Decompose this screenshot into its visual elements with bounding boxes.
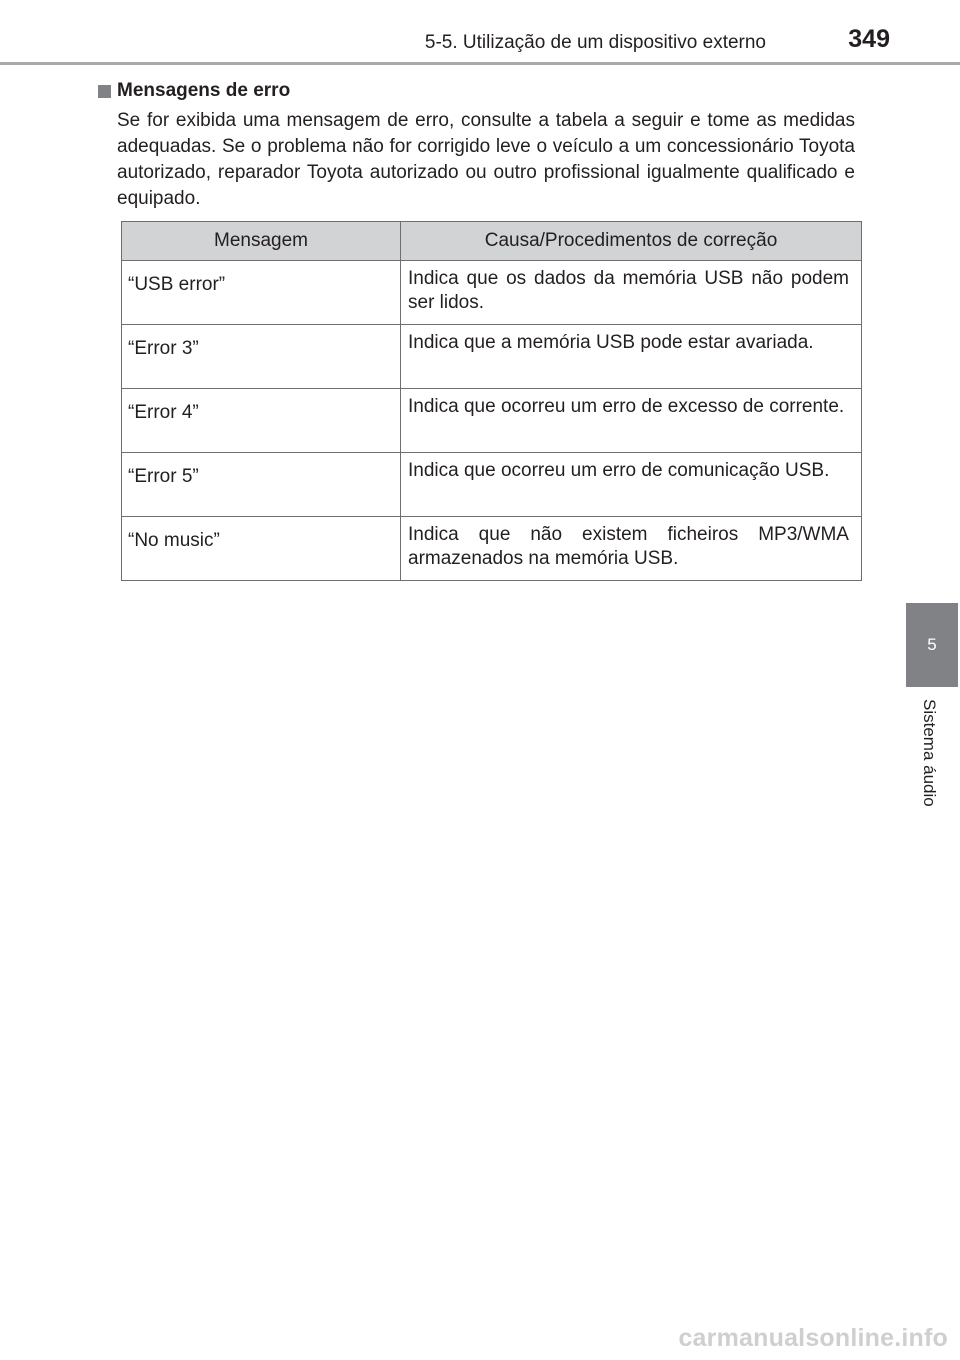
cause-cell: Indica que os dados da memória USB não podem ser lidos.	[401, 261, 862, 325]
column-header-message: Mensagem	[122, 222, 401, 261]
header-divider	[0, 62, 960, 65]
header-section-title: 5-5. Utilização de um dispositivo externo	[424, 32, 766, 53]
chapter-tab: 5	[906, 603, 958, 687]
intro-paragraph: Se for exibida uma mensagem de erro, consulte a tabela a seguir e tome as medidas adequadas. Se o problema não for corrigido leve o veículo a um concessionário Toyota autorizado, reparador Toyota autorizado ou outro profissional igualmente qualificado e equipado.	[117, 110, 855, 209]
cause-cell: Indica que ocorreu um erro de comunicação USB.	[401, 453, 862, 517]
message-cell: “Error 4”	[122, 389, 401, 453]
table-row	[122, 261, 862, 325]
message-cell: “Error 5”	[122, 453, 401, 517]
page-number: 349	[848, 25, 890, 53]
table-header-row	[122, 222, 862, 261]
table-row	[122, 453, 862, 517]
section-heading	[98, 79, 290, 103]
section-heading-text: Mensagens de erro	[117, 80, 291, 101]
watermark: carmanualsonline.info	[678, 1324, 948, 1352]
message-cell: “Error 3”	[122, 325, 401, 389]
table-row	[122, 389, 862, 453]
cause-cell: Indica que não existem ficheiros MP3/WMA armazenados na memória USB.	[401, 517, 862, 581]
cause-cell: Indica que a memória USB pode estar avariada.	[401, 325, 862, 389]
table-row	[122, 325, 862, 389]
square-bullet-icon	[98, 85, 111, 98]
column-header-cause: Causa/Procedimentos de correção	[401, 222, 862, 261]
error-messages-table	[121, 221, 862, 581]
table-row	[122, 517, 862, 581]
cause-cell: Indica que ocorreu um erro de excesso de corrente.	[401, 389, 862, 453]
message-cell: “No music”	[122, 517, 401, 581]
message-cell: “USB error”	[122, 261, 401, 325]
chapter-label: Sistema áudio	[920, 699, 939, 807]
